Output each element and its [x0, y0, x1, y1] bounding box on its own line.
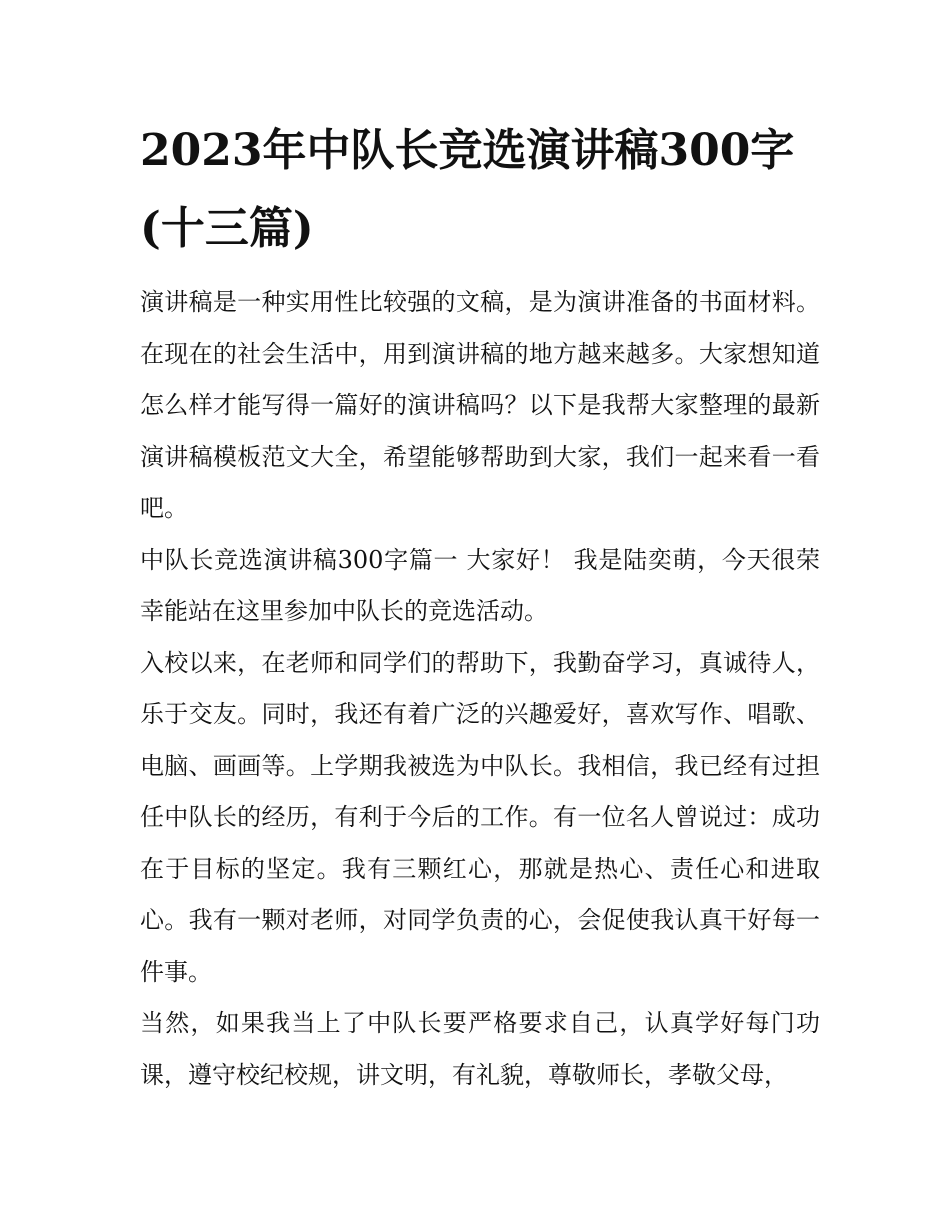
paragraph-speech-opening: 中队长竞选演讲稿300字篇一 大家好！ 我是陆奕萌，今天很荣幸能站在这里参加中队长的竞选活动。 [140, 545, 820, 625]
paragraph-self-introduction: 入校以来，在老师和同学们的帮助下，我勤奋学习，真诚待人，乐于交友。同时，我还有着广泛的兴趣爱好，喜欢写作、唱歌、电脑、画画等。上学期我被选为中队长。我相信，我已经有过担任中队长的经历，有利于今后的工作。有一位名人曾说过：成功在于目标的坚定。我有三颗红心，那就是热心、责任心和进取心。我有一颗对老师，对同学负责的心，会促使我认真干好每一件事。 [140, 648, 820, 986]
paragraph-intro: 演讲稿是一种实用性比较强的文稿，是为演讲准备的书面材料。在现在的社会生活中，用到演讲稿的地方越来越多。大家想知道怎么样才能写得一篇好的演讲稿吗？以下是我帮大家整理的最新演讲稿模板范文大全，希望能够帮助到大家，我们一起来看一看吧。 [140, 288, 820, 522]
document-body [140, 277, 820, 1101]
paragraph-commitment: 当然，如果我当上了中队长要严格要求自己，认真学好每门功课，遵守校纪校规，讲文明，有礼貌，尊敬师长，孝敬父母， [140, 1009, 820, 1089]
document-title: 2023年中队长竞选演讲稿300字(十三篇) [140, 125, 795, 254]
